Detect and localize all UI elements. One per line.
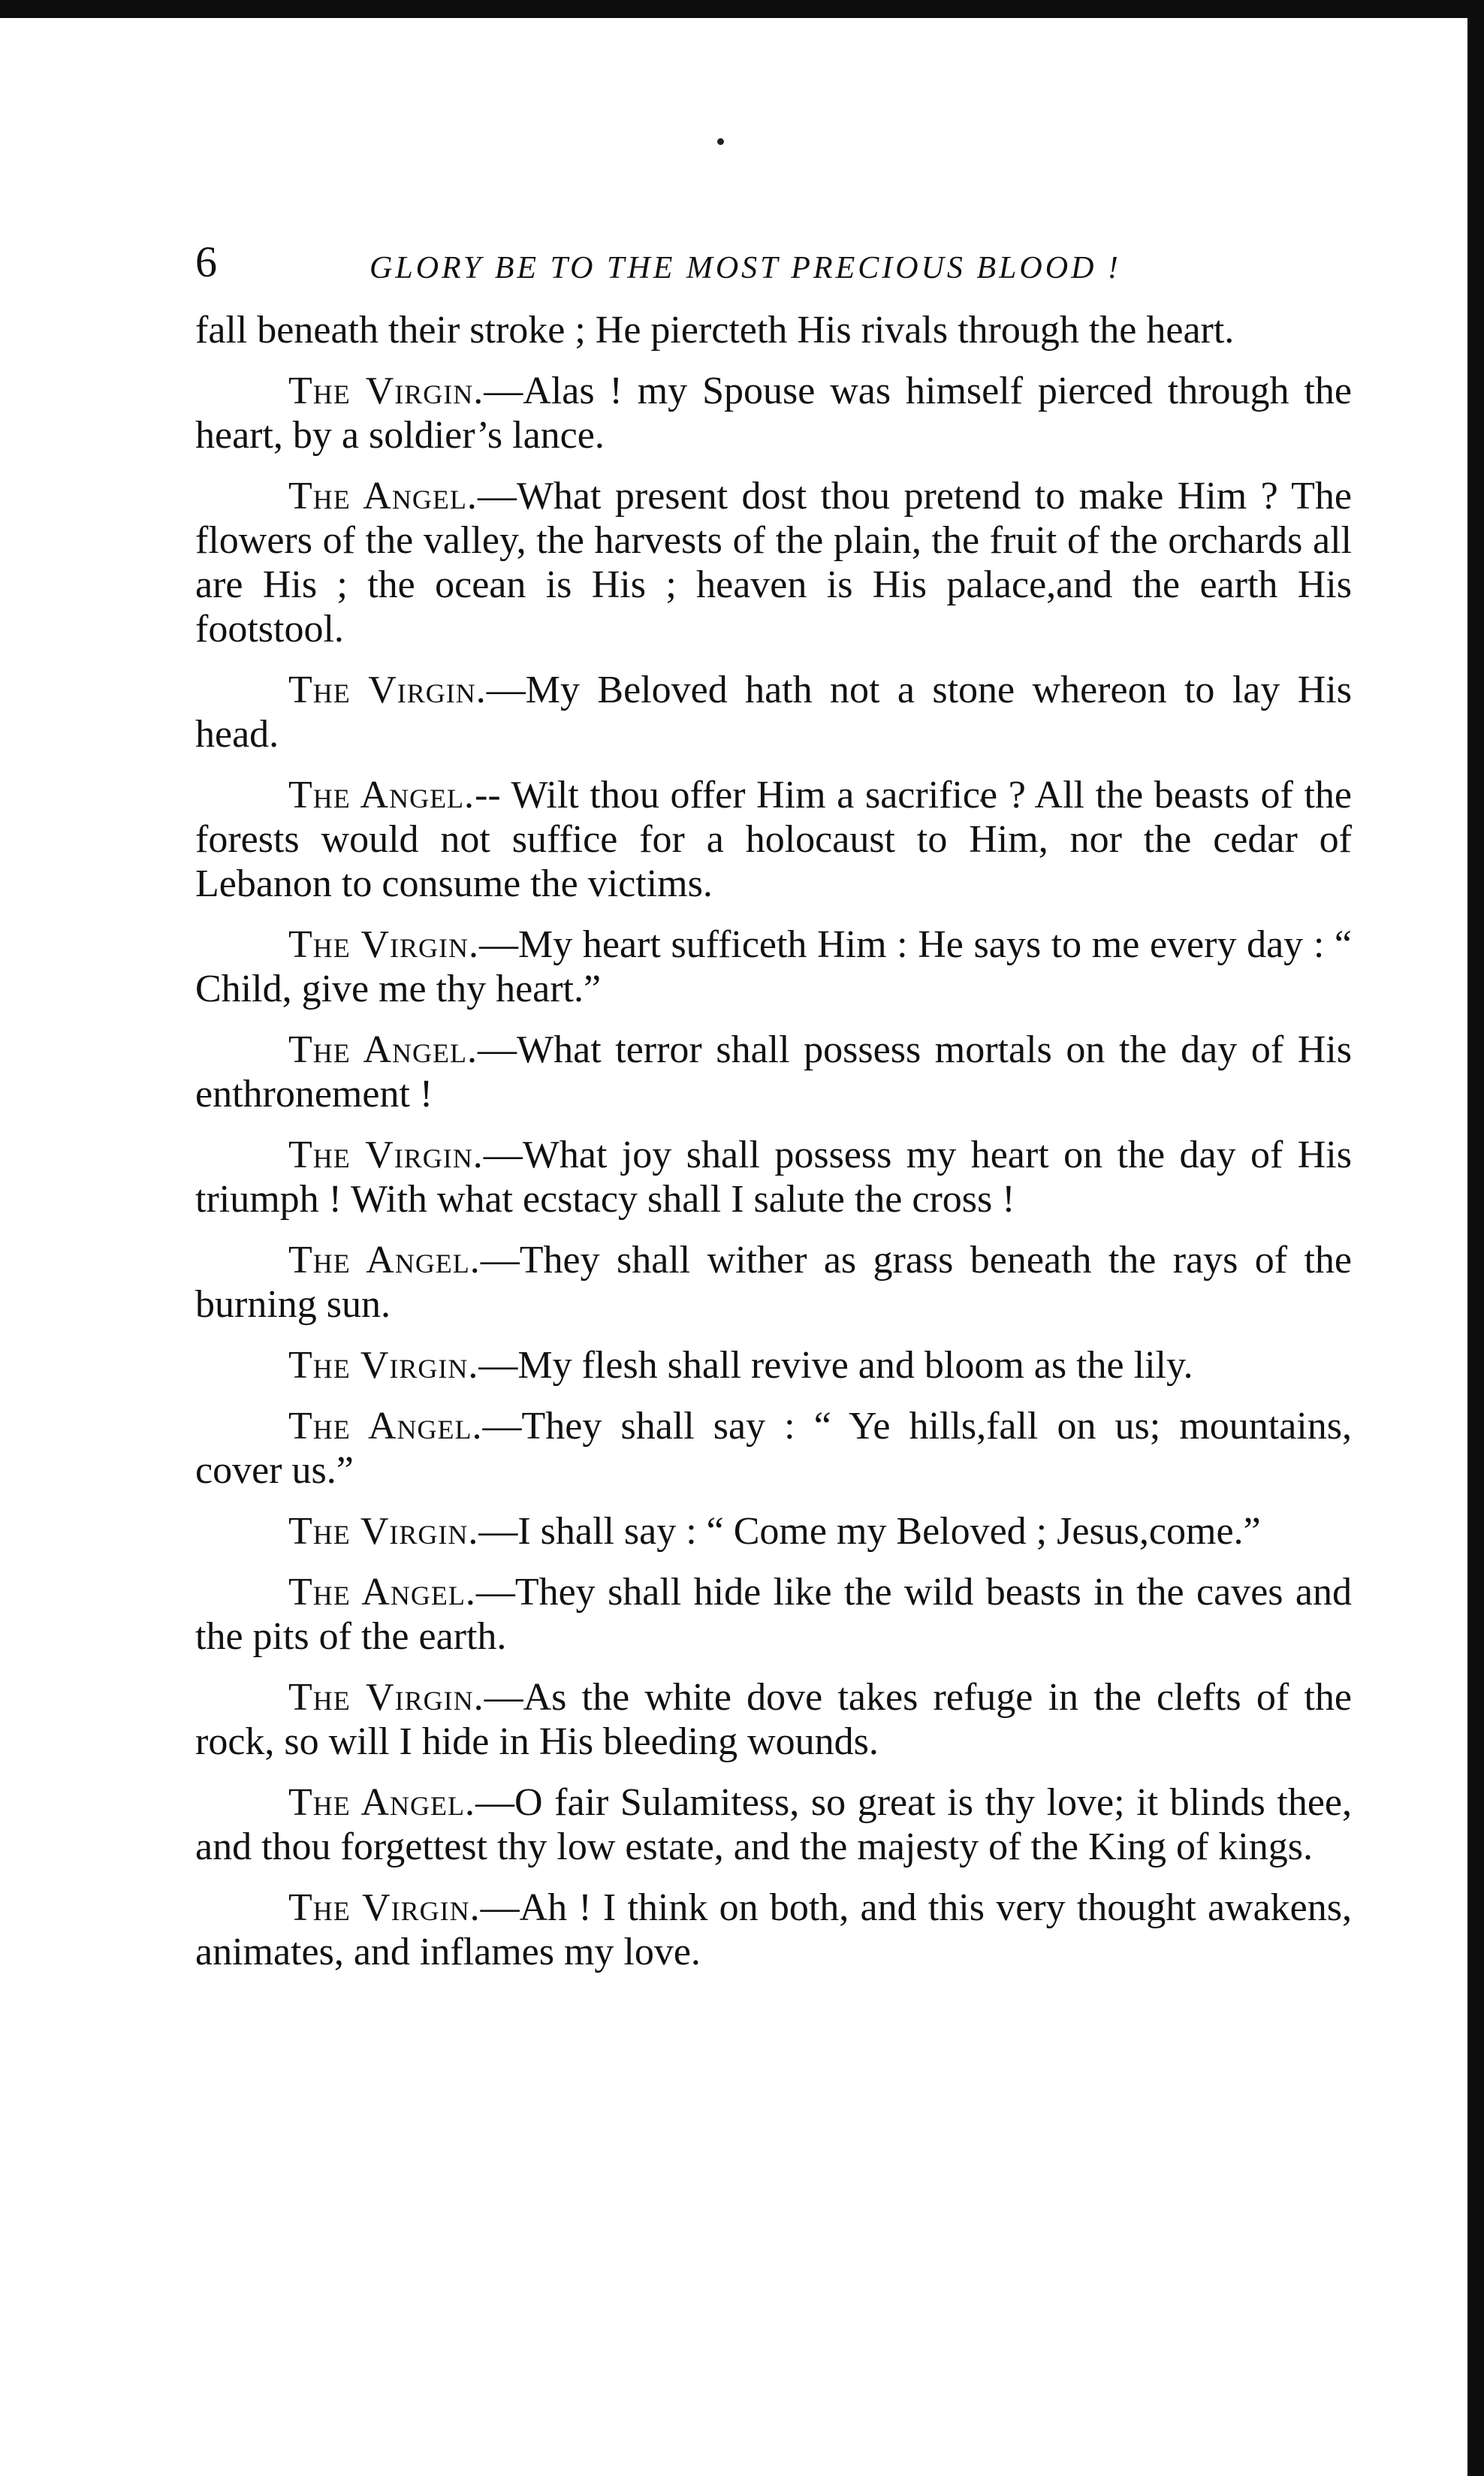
speaker-label: The Virgin. (288, 1134, 484, 1176)
dialogue-line: —What terror shall possess mortals on the day of His enthronement ! (195, 1028, 1352, 1116)
dialogue-paragraph (195, 1780, 1352, 1869)
dialogue-text (195, 308, 1352, 1974)
speaker-label: The Virgin. (288, 1676, 484, 1719)
dialogue-line: —My flesh shall revive and bloom as the lily. (478, 1344, 1193, 1387)
dialogue-paragraph (195, 1028, 1352, 1116)
dialogue-paragraph (195, 1570, 1352, 1659)
speaker-label: The Angel. (288, 1571, 476, 1614)
speaker-label: The Angel. (288, 1405, 483, 1448)
dialogue-paragraph (195, 1343, 1352, 1387)
speaker-label: The Virgin. (288, 370, 484, 412)
page-number: 6 (195, 237, 217, 286)
speaker-label: The Virgin. (288, 1886, 481, 1929)
running-title: GLORY BE TO THE MOST PRECIOUS BLOOD ! (369, 251, 1121, 285)
speaker-label: The Virgin. (288, 1344, 479, 1387)
top-scan-border (0, 0, 1484, 18)
dialogue-line: -- Wilt thou offer Him a sacrifice ? All the beasts of the forests would not suffice for a holocaust to Him, nor the cedar of Lebanon to consume the victims. (195, 774, 1352, 905)
speaker-label: The Virgin. (288, 1510, 479, 1553)
dialogue-paragraph (195, 1509, 1352, 1554)
dialogue-line: —They shall wither as grass beneath the rays of the burning sun. (195, 1239, 1352, 1326)
dialogue-line: —I shall say : “ Come my Beloved ; Jesus,come.” (478, 1510, 1261, 1553)
dialogue-paragraph (195, 773, 1352, 906)
book-page (195, 225, 1352, 1991)
dialogue-line: —My heart sufficeth Him : He says to me every day : “ Child, give me thy heart.” (195, 923, 1352, 1010)
ink-speck (717, 138, 724, 145)
dialogue-line: —Ah ! I think on both, and this very thought awakens, animates, and inflames my love. (195, 1886, 1352, 1973)
dialogue-paragraph (195, 1238, 1352, 1327)
dialogue-line: —As the white dove takes refuge in the clefts of the rock, so will I hide in His bleeding wounds. (195, 1676, 1352, 1763)
right-scan-border (1467, 9, 1484, 2476)
dialogue-line: —My Beloved hath not a stone whereon to lay His head. (195, 669, 1352, 756)
speaker-label: The Virgin. (288, 669, 487, 711)
continued-paragraph: fall beneath their stroke ; He piercteth His rivals through the heart. (195, 309, 1235, 352)
dialogue-line: —They shall hide like the wild beasts in the caves and the pits of the earth. (195, 1571, 1352, 1658)
dialogue-paragraph (195, 1675, 1352, 1764)
dialogue-paragraph (195, 668, 1352, 756)
dialogue-line: —O fair Sulamitess, so great is thy love; it blinds thee, and thou forgettest thy low estate, and the majesty of the King of kings. (195, 1781, 1352, 1868)
dialogue-paragraph (195, 474, 1352, 651)
dialogue-paragraph (195, 922, 1352, 1011)
dialogue-paragraph (195, 369, 1352, 457)
dialogue-line: —They shall say : “ Ye hills,fall on us; mountains, cover us.” (195, 1405, 1352, 1492)
dialogue-line: —Alas ! my Spouse was himself pierced through the heart, by a soldier’s lance. (195, 370, 1352, 457)
dialogue-paragraph (195, 1886, 1352, 1974)
running-head (195, 225, 1352, 293)
speaker-label: The Angel. (288, 1239, 481, 1282)
speaker-label: The Angel. (288, 774, 475, 817)
speaker-label: The Virgin. (288, 923, 479, 966)
dialogue-paragraph (195, 1133, 1352, 1221)
dialogue-line: —What present dost thou pretend to make Him ? The flowers of the valley, the harvests of the plain, the fruit of the orchards all are His ; the ocean is His ; heaven is His palace,and the earth His footstool. (195, 475, 1352, 651)
speaker-label: The Angel. (288, 1028, 478, 1071)
dialogue-paragraph (195, 1404, 1352, 1493)
speaker-label: The Angel. (288, 475, 478, 518)
speaker-label: The Angel. (288, 1781, 476, 1824)
dialogue-line: —What joy shall possess my heart on the day of His triumph ! With what ecstacy shall I salute the cross ! (195, 1134, 1352, 1221)
